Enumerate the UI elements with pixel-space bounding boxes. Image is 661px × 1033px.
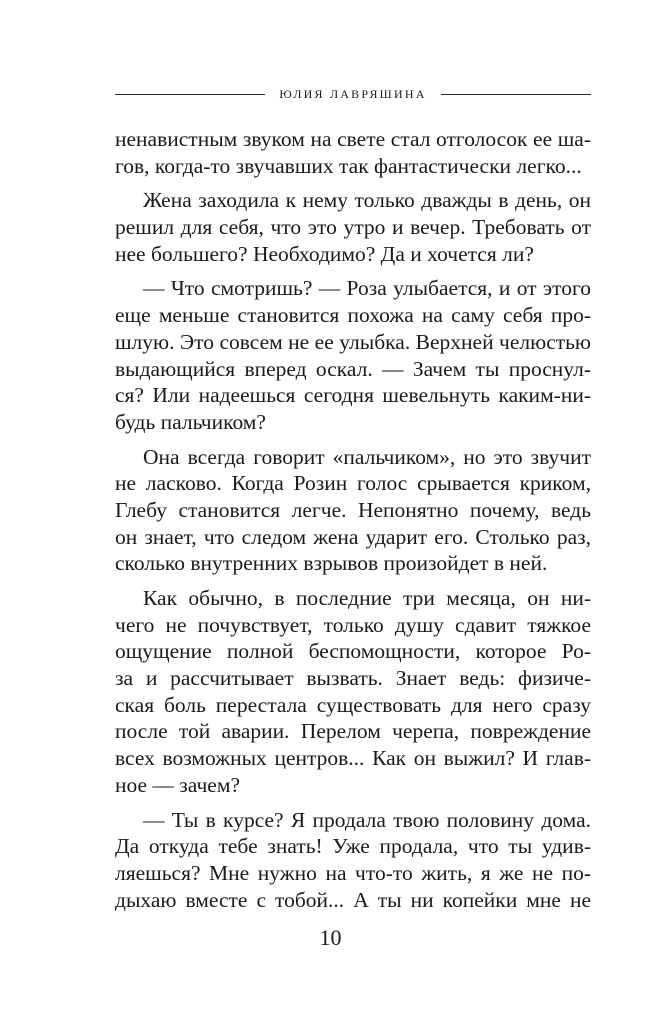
text-line: чего не почувствует, только душу сдавит тяжкое <box>115 612 591 637</box>
text-line: — Что смотришь? — Роза улыбается, и от этого <box>143 276 591 301</box>
text-line: выдающийся вперед оскал. — Зачем ты проснул- <box>115 356 591 381</box>
text-line: нее большего? Необходимо? Да и хочется ли? <box>115 241 534 266</box>
text-line: ное — зачем? <box>115 772 240 797</box>
text-line: Жена заходила к нему только дважды в день, он <box>143 188 591 213</box>
text-line: Глебу становится легче. Непонятно почему, ведь <box>115 497 591 522</box>
paragraph <box>115 444 591 577</box>
text-line: он знает, что следом жена ударит его. Столько раз, <box>115 524 591 549</box>
text-line: решил для себя, что это утро и вечер. Требовать от <box>115 215 591 240</box>
page-number: 10 <box>319 925 342 950</box>
text-line: ощущение полной беспомощности, которое Ро- <box>115 639 591 664</box>
text-line: ненавистным звуком на свете стал отголосок ее ша- <box>115 127 591 151</box>
text-line: сколько внутренних взрывов произойдет в ней. <box>115 551 548 576</box>
header-rule-right <box>441 94 591 95</box>
text-line: Она всегда говорит «пальчиком», но это звучит <box>143 444 591 469</box>
running-header <box>115 84 591 104</box>
text-line: будь пальчиком? <box>115 409 266 434</box>
text-line: дыхаю вместе с тобой... А ты ни копейки мне не <box>115 887 591 912</box>
text-line: еще меньше становится похожа на саму себя про- <box>115 303 591 328</box>
paragraph-gap <box>115 577 591 585</box>
paragraph-gap <box>115 436 591 444</box>
text-line: не ласково. Когда Розин голос срывается криком, <box>115 471 591 496</box>
text-line: — Ты в курсе? Я продала твою половину дома. <box>143 807 591 832</box>
paragraph <box>115 807 591 914</box>
text-line: всех возможных центров... Как он выжил? И глав- <box>115 746 591 771</box>
author-name: ЮЛИЯ ЛАВРЯШИНА <box>279 86 427 101</box>
paragraph <box>115 585 591 799</box>
paragraph <box>115 126 591 179</box>
text-line: после той аварии. Перелом черепа, повреждение <box>115 719 591 744</box>
text-line: за и рассчитывает вызвать. Знает ведь: физиче- <box>115 666 591 691</box>
text-line: ся? Или надеешься сегодня шевельнуть каким-ни- <box>115 383 591 408</box>
body-text <box>115 126 591 913</box>
paragraph-gap <box>115 799 591 807</box>
paragraph <box>115 275 591 435</box>
text-line: Да откуда тебе знать! Уже продала, что ты удив- <box>115 834 591 859</box>
text-line: Как обычно, в последние три месяца, он ни- <box>143 586 591 610</box>
paragraph <box>115 187 591 267</box>
text-line: гов, когда-то звучавших так фантастически легко... <box>115 153 582 178</box>
paragraph-gap <box>115 267 591 275</box>
text-line: ская боль перестала существовать для него сразу <box>115 692 591 717</box>
paragraph-gap <box>115 179 591 187</box>
text-line: шлую. Это совсем не ее улыбка. Верхней челюстью <box>115 329 591 354</box>
header-rule-left <box>115 94 265 95</box>
text-line: ляешься? Мне нужно на что-то жить, я же не по- <box>115 860 591 885</box>
